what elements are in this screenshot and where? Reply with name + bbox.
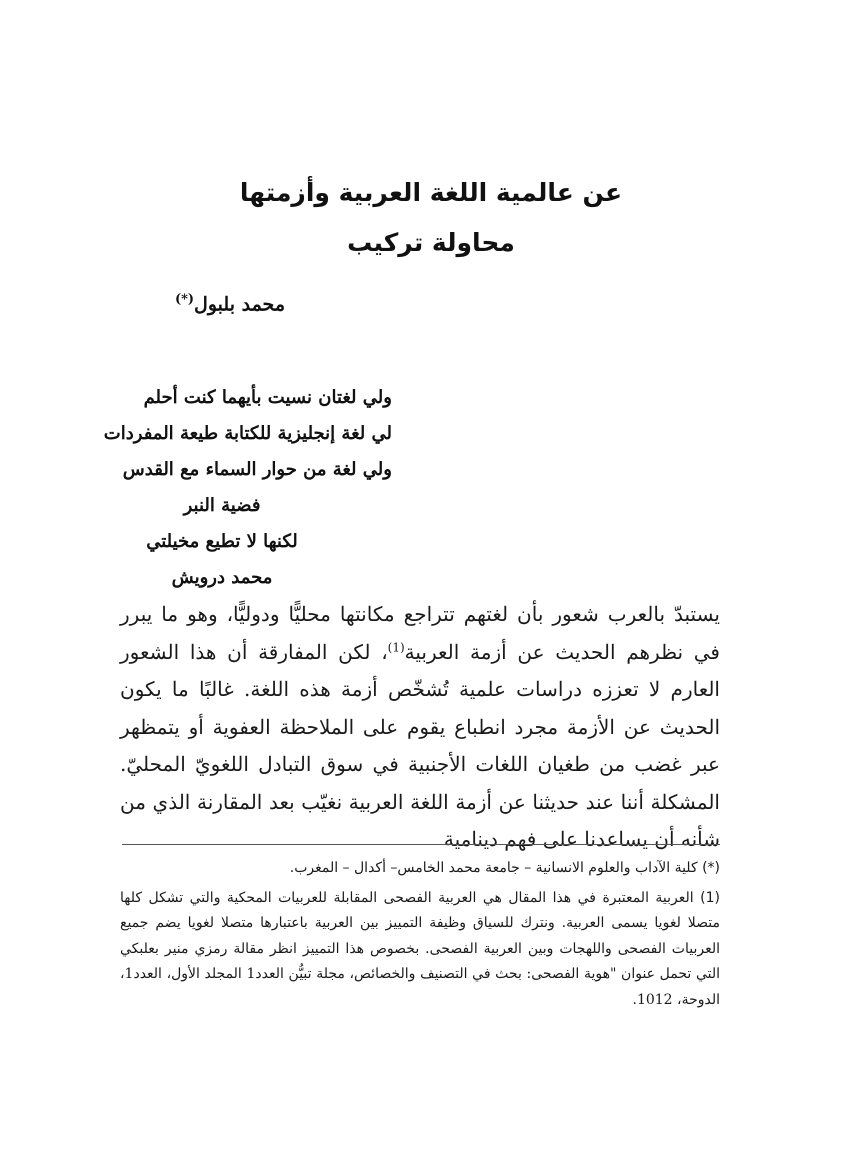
footnote-star [120,856,720,882]
body-text-part-2: ، لكن المفارقة أن هذا الشعور العارم لا تعززه دراسات علمية تُشخّص أزمة هذه اللغة. غالبًا ما يكون الحديث عن الأزمة مجرد انطباع يقوم على الملاحظة العفوية أو يتمظهر عبر غضب من طغيان اللغات الأجنبية في سوق التبادل اللغويّ المحليّ. المشكلة أننا عند حديثنا عن أزمة اللغة العربية نغيّب بعد المقارنة الذي من شأنه أن يساعدنا على فهم دينامية [120,639,720,851]
footnote-star-text: كلية الآداب والعلوم الانسانية – جامعة محمد الخامس– أكدال – المغرب. [289,860,698,876]
author-footnote-mark: (*) [174,292,195,307]
poem-line: ولي لغة من حوار السماء مع القدس [122,459,392,480]
poem-line: لكنها لا تطيع مخيلتي [146,531,298,552]
footnote-star-mark: (*) [702,860,720,876]
poem-line: ولي لغتان نسيت بأيهما كنت أحلم [143,387,392,408]
author-name: محمد بلبول [194,293,285,316]
footnote-separator [122,844,720,845]
footnote-1-text: العربية المعتبرة في هذا المقال هي العربية الفصحى المقابلة للعربيات المحكية والتي تشكل كلها متصلا لغويا يسمى العربية. ونترك للسياق وظيفة التمييز بين العربية باعتبارها متصلا لغويا يضم جميع العربيات الفصحى واللهجات وبين العربية الفصحى. بخصوص هذا التمييز انظر مقالة رمزي منير بعلبكي التي تحمل عنوان "هوية الفصحى: بحث في التصنيف والخصائص، مجلة تبيُّن العدد1 المجلد الأول، العدد1، الدوحة، 1012. [120,889,721,1008]
footnote-ref-1[interactable]: (1) [387,639,405,654]
author-line [175,292,285,315]
body-text-part-1: يستبدّ بالعرب شعور بأن لغتهم تتراجع مكانتها محليًّا ودوليًّا، وهو ما يبرر في نظرهم الحديث عن أزمة العربية [120,602,720,664]
footnotes [120,856,720,1017]
poem-line: فضية النبر [183,495,261,516]
body-paragraph [120,596,720,859]
footnote-1 [120,886,720,1014]
poem-line: لي لغة إنجليزية للكتابة طيعة المفردات [103,423,392,444]
epigraph-poem [52,380,392,596]
footnote-1-mark: (1) [700,889,720,906]
article-title: عن عالمية اللغة العربية وأزمتها [239,178,623,207]
poem-poet: محمد درويش [171,567,273,588]
article-subtitle: محاولة تركيب [347,228,515,257]
